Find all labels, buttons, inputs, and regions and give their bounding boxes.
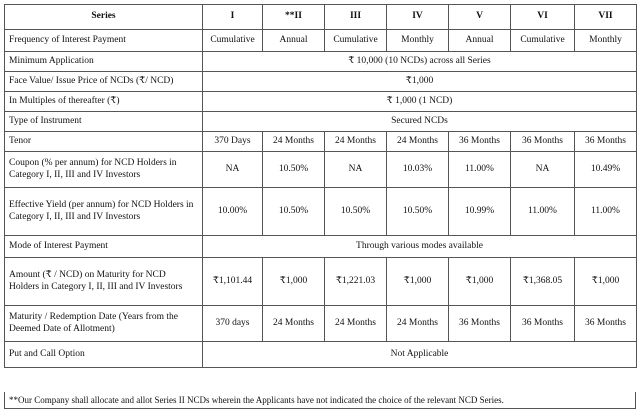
cell: ₹1,000 (575, 258, 637, 306)
row-label: Minimum Application (5, 52, 203, 72)
cell: ₹1,000 (449, 258, 511, 306)
row-label: Put and Call Option (5, 342, 203, 368)
cell: ₹1,221.03 (325, 258, 387, 306)
cell: 10.99% (449, 188, 511, 236)
row-effective-yield (5, 188, 637, 236)
cell: 10.50% (263, 188, 325, 236)
cell: ₹1,000 (263, 258, 325, 306)
spanning-cell: Secured NCDs (203, 112, 637, 132)
header-row (5, 5, 637, 30)
row-coupon (5, 152, 637, 188)
cell: 10.50% (263, 152, 325, 188)
spanning-cell: ₹1,000 (203, 72, 637, 92)
row-label: In Multiples of thereafter (₹) (5, 92, 203, 112)
ncd-terms-table-container (4, 4, 636, 368)
cell: Annual (449, 30, 511, 52)
row-label: Type of Instrument (5, 112, 203, 132)
cell: 24 Months (387, 306, 449, 342)
header-series-vi: VI (511, 5, 575, 30)
row-label: Maturity / Redemption Date (Years from the Deemed Date of Allotment) (5, 306, 203, 342)
cell: NA (203, 152, 263, 188)
row-minimum-application (5, 52, 637, 72)
cell: 24 Months (325, 132, 387, 152)
row-face-value (5, 72, 637, 92)
cell: Cumulative (511, 30, 575, 52)
cell: 10.00% (203, 188, 263, 236)
cell: ₹1,368.05 (511, 258, 575, 306)
header-series-ii: **II (263, 5, 325, 30)
footnote: **Our Company shall allocate and allot Series II NCDs wherein the Applicants have not indicated the choice of the relevant NCD Series. (4, 392, 636, 409)
header-series-vii: VII (575, 5, 637, 30)
row-label: Face Value/ Issue Price of NCDs (₹/ NCD) (5, 72, 203, 92)
cell: 11.00% (575, 188, 637, 236)
header-series-iii: III (325, 5, 387, 30)
cell: 36 Months (449, 306, 511, 342)
row-label: Amount (₹ / NCD) on Maturity for NCD Holders in Category I, II, III and IV Investors (5, 258, 203, 306)
cell: 11.00% (449, 152, 511, 188)
header-series-v: V (449, 5, 511, 30)
cell: Cumulative (325, 30, 387, 52)
cell: 36 Months (575, 306, 637, 342)
cell: NA (511, 152, 575, 188)
cell: 36 Months (511, 132, 575, 152)
cell: ₹1,101.44 (203, 258, 263, 306)
row-amount-on-maturity (5, 258, 637, 306)
row-label: Frequency of Interest Payment (5, 30, 203, 52)
row-put-call (5, 342, 637, 368)
spanning-cell: ₹ 1,000 (1 NCD) (203, 92, 637, 112)
cell: 11.00% (511, 188, 575, 236)
spanning-cell: Not Applicable (203, 342, 637, 368)
ncd-terms-table (4, 4, 637, 368)
cell: 370 days (203, 306, 263, 342)
cell: Annual (263, 30, 325, 52)
row-label: Mode of Interest Payment (5, 236, 203, 258)
header-series-iv: IV (387, 5, 449, 30)
cell: 10.50% (387, 188, 449, 236)
cell: Monthly (387, 30, 449, 52)
row-tenor (5, 132, 637, 152)
row-label: Tenor (5, 132, 203, 152)
cell: Cumulative (203, 30, 263, 52)
header-series-i: I (203, 5, 263, 30)
cell: 24 Months (325, 306, 387, 342)
row-label: Coupon (% per annum) for NCD Holders in Category I, II, III and IV Investors (5, 152, 203, 188)
row-maturity-date (5, 306, 637, 342)
cell: NA (325, 152, 387, 188)
cell: 10.50% (325, 188, 387, 236)
cell: 36 Months (575, 132, 637, 152)
cell: 36 Months (511, 306, 575, 342)
cell: 24 Months (263, 306, 325, 342)
cell: 370 Days (203, 132, 263, 152)
row-multiples (5, 92, 637, 112)
cell: 10.03% (387, 152, 449, 188)
cell: Monthly (575, 30, 637, 52)
cell: 36 Months (449, 132, 511, 152)
cell: 24 Months (263, 132, 325, 152)
cell: 24 Months (387, 132, 449, 152)
row-mode-of-interest (5, 236, 637, 258)
header-series: Series (5, 5, 203, 30)
spanning-cell: Through various modes available (203, 236, 637, 258)
cell: 10.49% (575, 152, 637, 188)
row-label: Effective Yield (per annum) for NCD Holders in Category I, II, III and IV Investors (5, 188, 203, 236)
row-frequency (5, 30, 637, 52)
cell: ₹1,000 (387, 258, 449, 306)
row-type-of-instrument (5, 112, 637, 132)
spanning-cell: ₹ 10,000 (10 NCDs) across all Series (203, 52, 637, 72)
